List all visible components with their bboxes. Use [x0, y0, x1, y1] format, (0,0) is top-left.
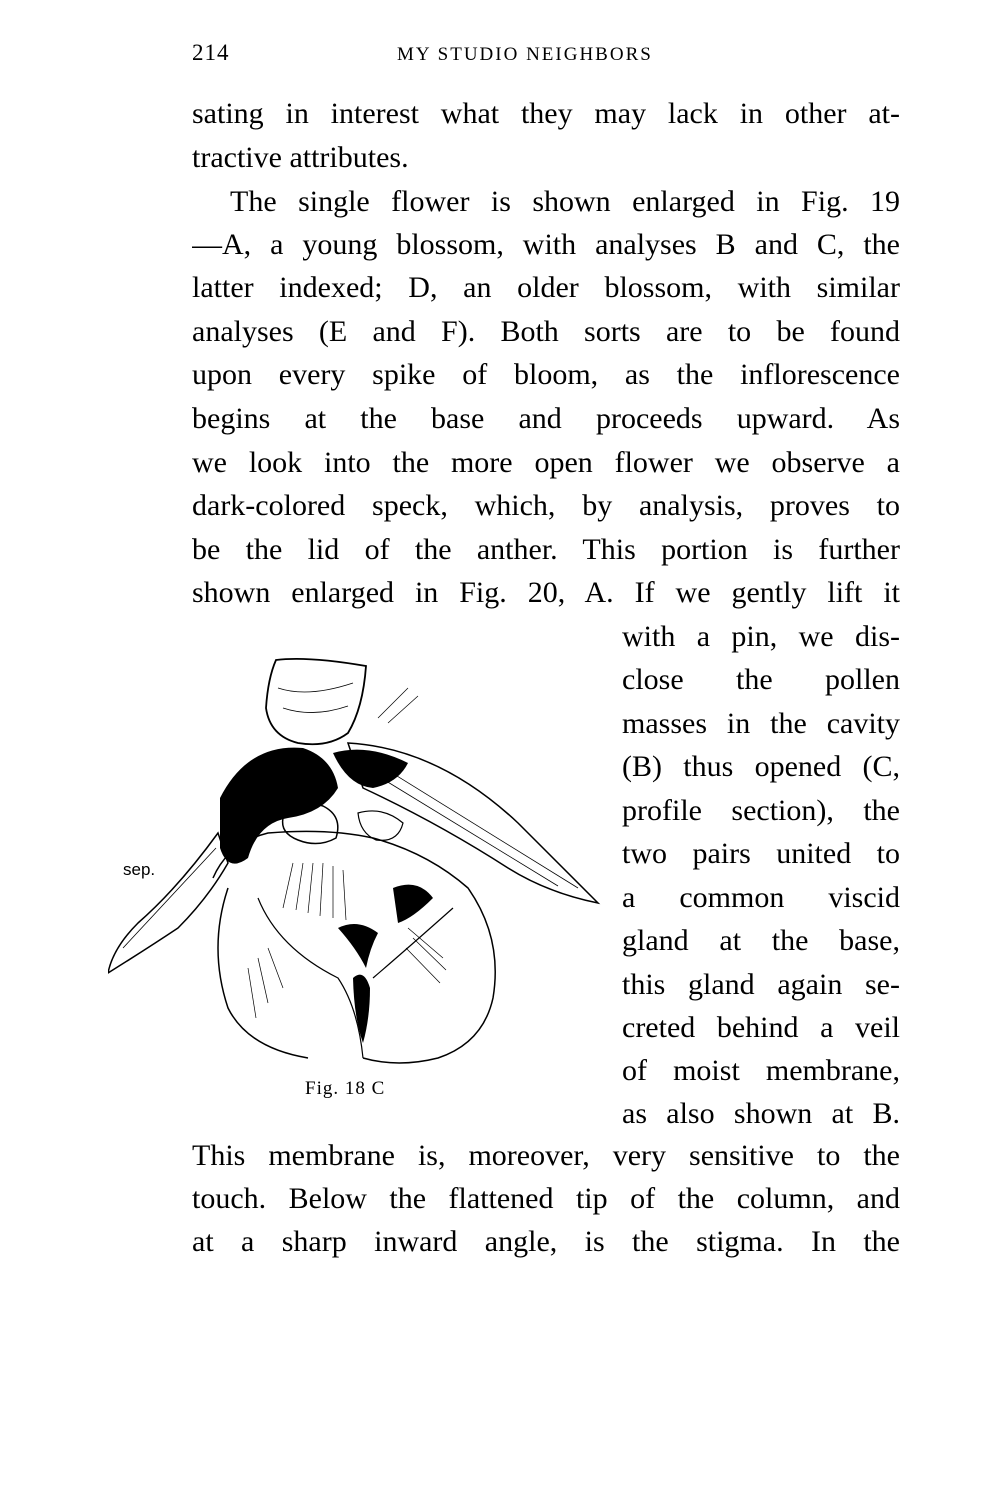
text-line: begins at the base and proceeds upward. As — [192, 402, 900, 435]
text-line: gland at the base, — [622, 924, 900, 957]
text-line: tractive attributes. — [192, 141, 409, 174]
text-line: sating in interest what they may lack in other at- — [192, 97, 900, 130]
page-header — [192, 40, 707, 70]
orchid-illustration — [108, 648, 608, 1078]
text-line: masses in the cavity — [622, 707, 900, 740]
text-line: close the pollen — [622, 663, 900, 696]
text-line: touch. Below the flattened tip of the column, and — [192, 1182, 900, 1215]
text-line: this gland again se- — [622, 968, 900, 1001]
text-line: analyses (E and F). Both sorts are to be found — [192, 315, 900, 348]
text-line: be the lid of the anther. This portion is further — [192, 533, 900, 566]
text-line: shown enlarged in Fig. 20, A. If we gently lift it — [192, 576, 900, 609]
text-line: of moist membrane, — [622, 1054, 900, 1087]
text-line: creted behind a veil — [622, 1011, 900, 1044]
text-line: —A, a young blossom, with analyses B and C, the — [192, 228, 900, 261]
text-line: This membrane is, moreover, very sensitive to the — [192, 1139, 900, 1172]
page-number: 214 — [192, 40, 230, 65]
text-line: with a pin, we dis- — [622, 620, 900, 653]
text-line: upon every spike of bloom, as the inflorescence — [192, 358, 900, 391]
text-line: we look into the more open flower we observe a — [192, 446, 900, 479]
text-line: latter indexed; D, an older blossom, with similar — [192, 271, 900, 304]
text-line: profile section), the — [622, 794, 900, 827]
figure-caption: Fig. 18 C — [305, 1078, 386, 1099]
text-line: dark-colored speck, which, by analysis, proves to — [192, 489, 900, 522]
text-line: a common viscid — [622, 881, 900, 914]
text-line: The single flower is shown enlarged in Fig. 19 — [230, 185, 900, 218]
text-line: at a sharp inward angle, is the stigma. In the — [192, 1225, 900, 1258]
figure-label-sep: sep. — [123, 860, 156, 879]
text-line: (B) thus opened (C, — [622, 750, 900, 783]
text-line: as also shown at B. — [622, 1097, 900, 1130]
running-head: MY STUDIO NEIGHBORS — [397, 44, 653, 65]
text-line: two pairs united to — [622, 837, 900, 870]
